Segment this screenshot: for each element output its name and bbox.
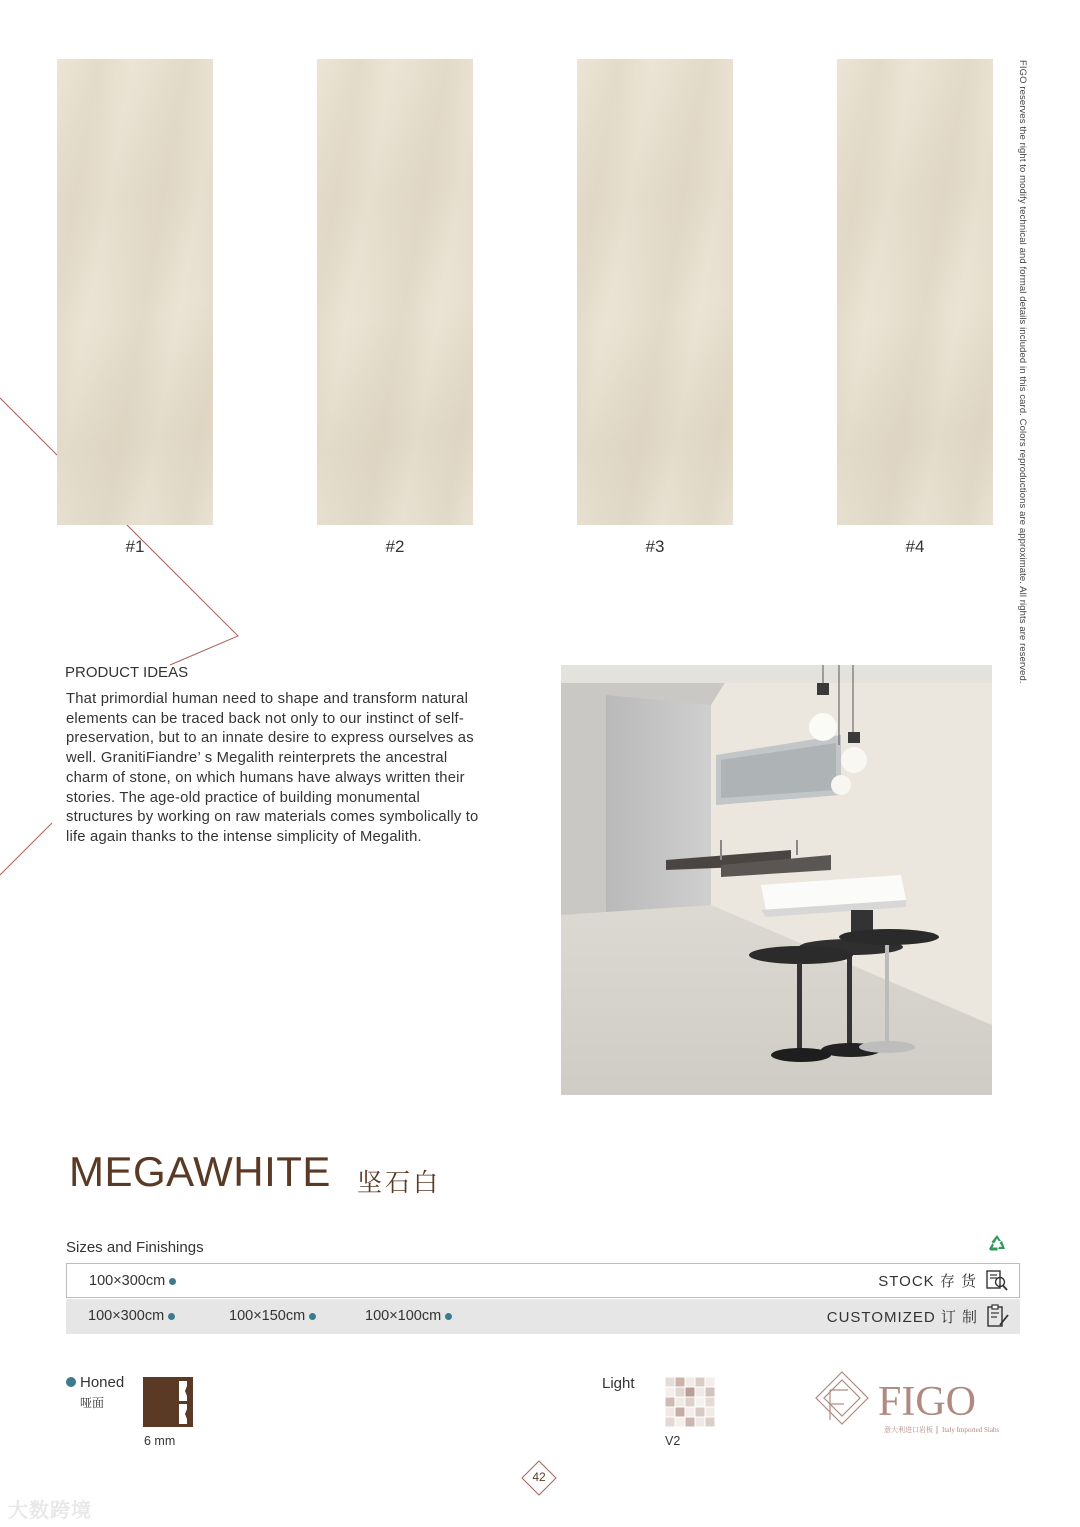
- availability-dot: [445, 1313, 452, 1320]
- thickness-icon: [143, 1377, 193, 1427]
- customized-icon: [986, 1303, 1010, 1329]
- logo-tagline-en: Italy Imported Slabs: [942, 1426, 1000, 1434]
- bathroom-photo: [561, 665, 992, 1095]
- rights-notice: FIGO reserves the right to modify technical and formal details included in this card. Colors reproductions are approximate. All rights are reserved.: [1017, 60, 1028, 684]
- finish-dot: [66, 1377, 76, 1387]
- product-name: MEGAWHITE: [69, 1148, 331, 1195]
- customized-label-group: [827, 1303, 1010, 1329]
- logo-brand: FIGO: [878, 1379, 977, 1425]
- tile-label-2: #2: [385, 537, 405, 556]
- stock-label: STOCK 存 货: [878, 1272, 977, 1290]
- page-number: [521, 1460, 557, 1496]
- custom-size-2: 100×150cm: [229, 1308, 316, 1324]
- customized-row: [66, 1299, 1020, 1334]
- variation-code: V2: [665, 1434, 681, 1448]
- variation-label: Light: [602, 1375, 635, 1392]
- stock-row: [66, 1263, 1020, 1298]
- customized-label: CUSTOMIZED 订 制: [826, 1308, 978, 1326]
- availability-dot: [309, 1313, 316, 1320]
- sizes-title: Sizes and Finishings: [66, 1239, 204, 1256]
- stock-label-group: [878, 1268, 1009, 1292]
- finish-label: Honed: [80, 1374, 125, 1391]
- tile-label-1: #1: [125, 537, 145, 556]
- custom-size-3: 100×100cm: [365, 1308, 452, 1324]
- watermark: 大数跨境: [8, 1500, 92, 1522]
- stock-size-1: 100×300cm: [89, 1273, 176, 1289]
- product-ideas-title: PRODUCT IDEAS: [65, 664, 189, 681]
- product-ideas-text: That primordial human need to shape and transform natural elements can be traced back not only to our instinct of self-preservation, but to an innate desire to express ourselves as well. GranitiFiandre’ s Megalith reinterprets the ancestral charm of stone, on which humans have always written their stories. The age-old practice of building monumental structures by working on raw materials comes symbolically to life again thanks to the intense simplicity of Megalith.: [66, 691, 479, 845]
- finish-label-cn: 哑面: [80, 1396, 105, 1410]
- tile-label-4: #4: [905, 537, 925, 556]
- custom-size-1: 100×300cm: [88, 1308, 175, 1324]
- thickness-label: 6 mm: [144, 1434, 176, 1448]
- product-name-cn: 坚石白: [357, 1169, 442, 1197]
- tile-sample-1: [57, 59, 213, 525]
- page-number-text: 42: [532, 1470, 546, 1484]
- stock-icon: [985, 1268, 1009, 1292]
- tile-sample-2: [317, 59, 473, 525]
- tile-sample-3: [577, 59, 733, 525]
- recycle-icon: [985, 1232, 1009, 1256]
- availability-dot: [168, 1313, 175, 1320]
- availability-dot: [169, 1278, 176, 1285]
- logo-tagline-cn: 意大利进口岩板: [884, 1427, 933, 1434]
- tile-label-3: #3: [645, 537, 665, 556]
- figo-logo: [812, 1368, 1022, 1445]
- shade-variation-icon: [665, 1377, 715, 1427]
- tile-sample-4: [837, 59, 993, 525]
